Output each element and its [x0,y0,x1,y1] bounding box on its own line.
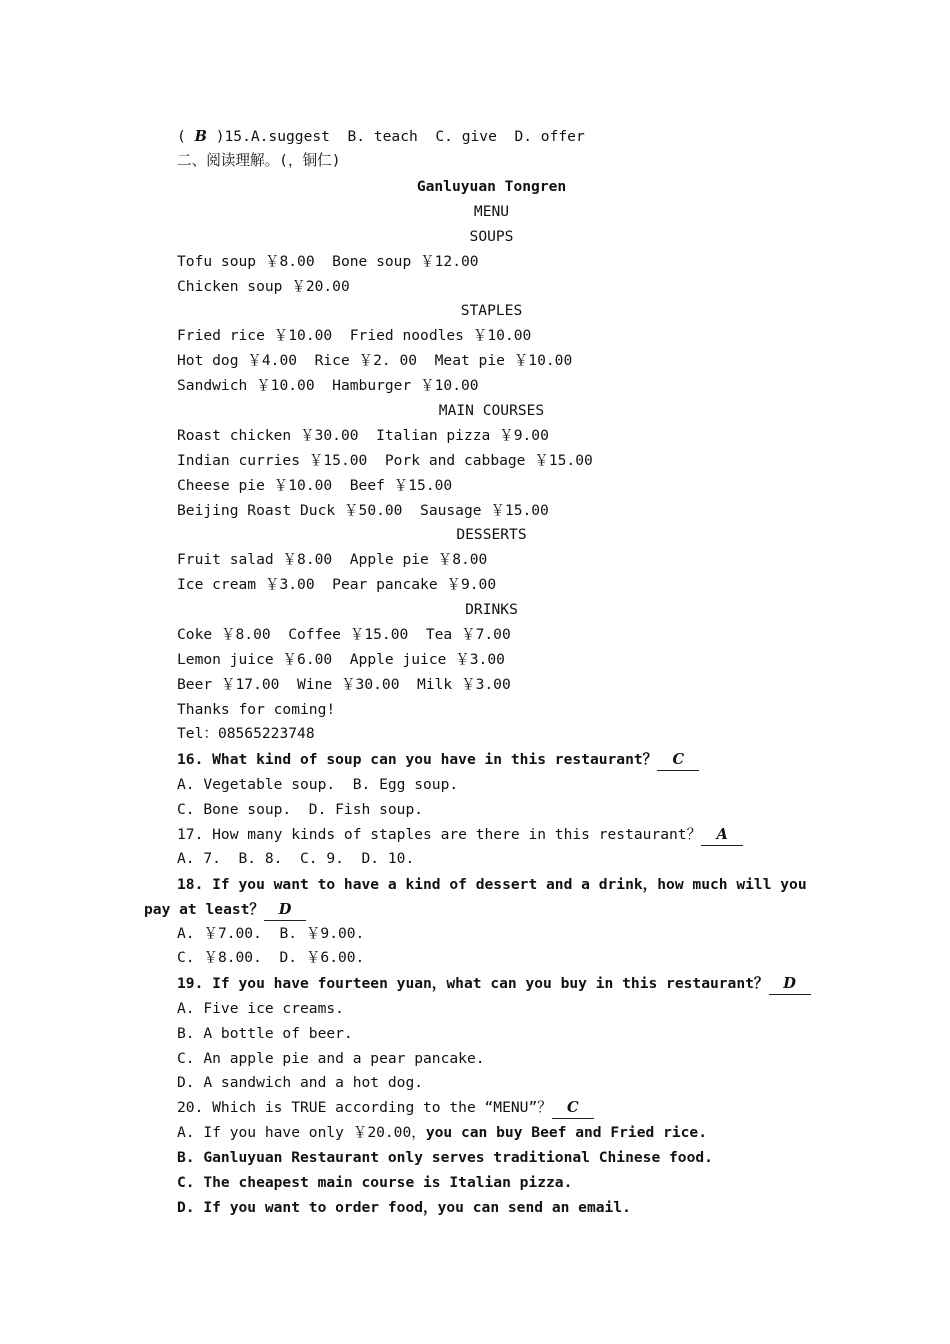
answer-16: C [657,750,699,771]
menu-line: Roast chicken ￥30.00 Italian pizza ￥9.00 [177,427,549,444]
menu-line: Ice cream ￥3.00 Pear pancake ￥9.00 [177,576,497,593]
section-title: 二、阅读理解。(，铜仁) [177,152,341,169]
option-line: A. ￥7.00. B. ￥9.00. [177,925,365,942]
option-line: A. Five ice creams. [177,1000,344,1017]
menu-line: Indian curries ￥15.00 Pork and cabbage ￥15.00 [177,452,593,469]
option-line: D. A sandwich and a hot dog. [177,1074,424,1091]
option-line: A. 7. B. 8. C. 9. D. 10. [177,850,415,867]
menu-line: Fried rice ￥10.00 Fried noodles ￥10.00 [177,327,532,344]
thanks-line: Thanks for coming! [177,701,336,718]
menu-line: Coke ￥8.00 Coffee ￥15.00 Tea ￥7.00 [177,626,511,643]
answer-19: D [769,974,811,995]
option-line: B. A bottle of beer. [177,1025,353,1042]
main-courses-title: MAIN COURSES [438,402,545,419]
option-line: C. ￥8.00. D. ￥6.00. [177,949,365,966]
question-20: 20. Which is TRUE according to the “MENU”？ C [177,1098,594,1119]
tel-line: Tel：08565223748 [177,725,315,742]
option-line: A. Vegetable soup. B. Egg soup. [177,776,459,793]
question-17: 17. How many kinds of staples are there in this restaurant？ A [177,825,743,846]
menu-line: Sandwich ￥10.00 Hamburger ￥10.00 [177,377,479,394]
option-line: C. Bone soup. D. Fish soup. [177,801,424,818]
staples-title: STAPLES [460,302,523,319]
question-16: 16. What kind of soup can you have in this restaurant？ C [177,750,699,771]
menu-heading: MENU [473,203,510,220]
answer-18: D [264,900,306,921]
answer-20: C [552,1098,594,1119]
question-18-line2: pay at least？ D [144,900,306,921]
answer-17: A [701,825,743,846]
option-line: C. An apple pie and a pear pancake. [177,1050,485,1067]
menu-line: Lemon juice ￥6.00 Apple juice ￥3.00 [177,651,505,668]
option-line: A. If you have only ￥20.00，you can buy Beef and Fried rice. [177,1124,708,1141]
question-19: 19. If you have fourteen yuan，what can you buy in this restaurant？ D [177,974,811,995]
question-18-line1: 18. If you want to have a kind of dessert and a drink，how much will you [177,876,807,893]
option-line: C. The cheapest main course is Italian pizza. [177,1174,573,1191]
restaurant-name: Ganluyuan Tongren [416,178,567,195]
desserts-title: DESSERTS [456,526,527,543]
soups-title: SOUPS [469,228,514,245]
menu-line: Tofu soup ￥8.00 Bone soup ￥12.00 [177,253,479,270]
menu-line: Cheese pie ￥10.00 Beef ￥15.00 [177,477,453,494]
question-15: ( B )15.A.suggest B. teach C. give D. offer [177,128,585,145]
menu-line: Chicken soup ￥20.00 [177,278,350,295]
menu-line: Fruit salad ￥8.00 Apple pie ￥8.00 [177,551,488,568]
answer-15: B [194,128,207,145]
menu-line: Hot dog ￥4.00 Rice ￥2. 00 Meat pie ￥10.00 [177,352,573,369]
menu-line: Beijing Roast Duck ￥50.00 Sausage ￥15.00 [177,502,549,519]
option-line: B. Ganluyuan Restaurant only serves traditional Chinese food. [177,1149,713,1166]
drinks-title: DRINKS [465,601,518,618]
menu-line: Beer ￥17.00 Wine ￥30.00 Milk ￥3.00 [177,676,511,693]
option-line: D. If you want to order food，you can send an email. [177,1199,631,1216]
